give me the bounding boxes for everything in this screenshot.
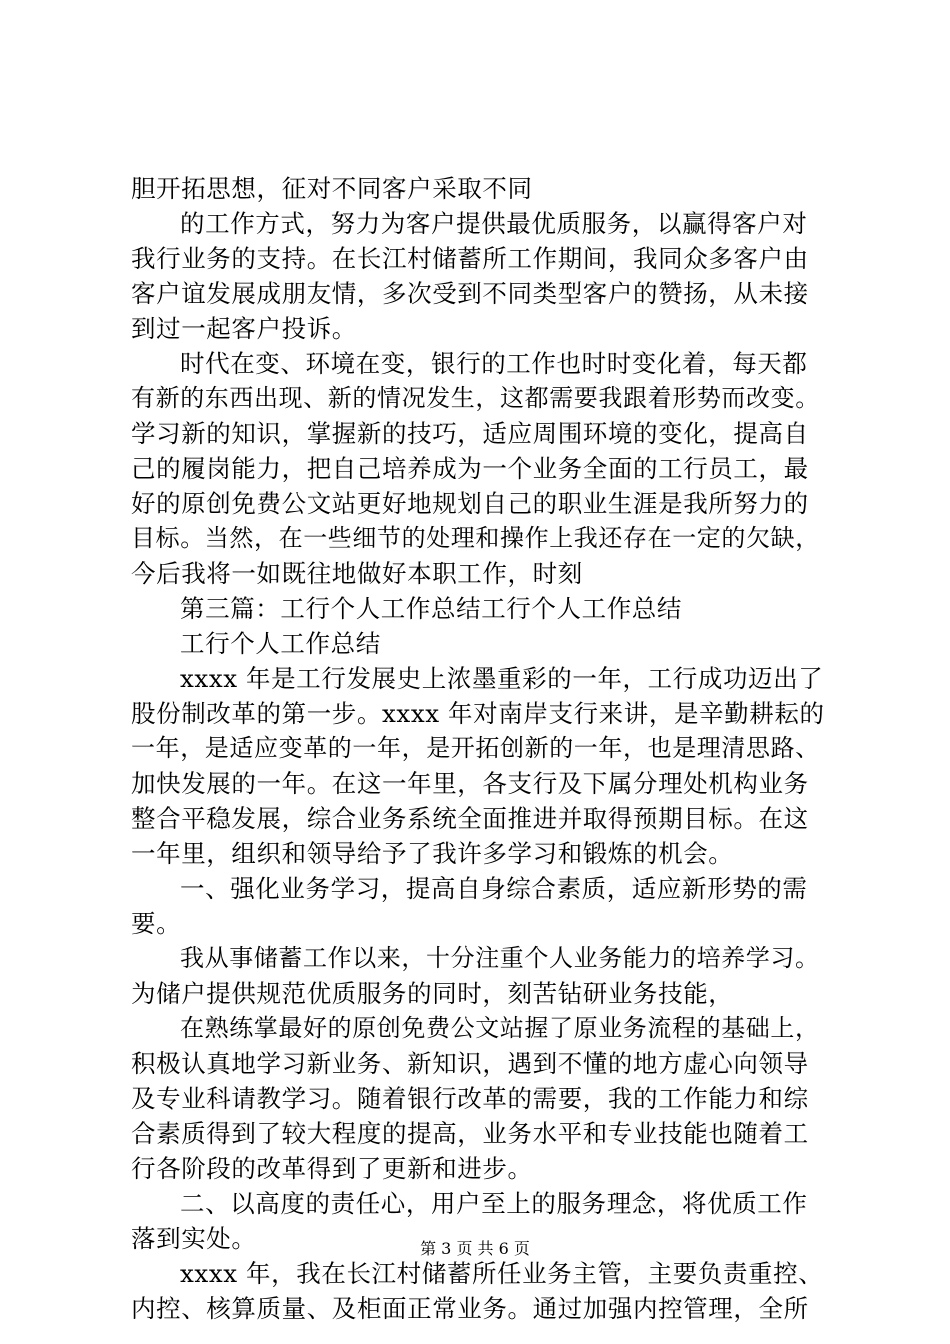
text-line: 要。 <box>131 909 182 938</box>
text-line: 今后我将一如既往地做好本职工作，时刻 <box>131 559 583 588</box>
section-subheading: 工行个人工作总结 <box>180 629 381 658</box>
text-line: 目标。当然，在一些细节的处理和操作上我还存在一定的欠缺， <box>131 524 820 552</box>
document-body <box>131 171 831 1326</box>
text-line: 加快发展的一年。在这一年里，各支行及下属分理处机构业务 <box>131 769 809 798</box>
text-line: 股份制改革的第一步。xxxx 年对南岸支行来讲，是辛勤耕耘的 <box>131 699 825 728</box>
text-line: 的工作方式，努力为客户提供最优质服务，以赢得客户对 <box>180 209 808 238</box>
text-line: 内控、核算质量、及柜面正常业务。通过加强内控管理，全所 <box>131 1294 809 1323</box>
text-line: 己的履岗能力，把自己培养成为一个业务全面的工行员工，最 <box>131 454 809 483</box>
text-line: 时代在变、环境在变，银行的工作也时时变化着，每天都 <box>180 349 808 378</box>
page-number-footer: 第 3 页 共 6 页 <box>420 1239 530 1258</box>
text-line: 一年，是适应变革的一年，是开拓创新的一年，也是理清思路、 <box>131 734 820 762</box>
text-line: 我从事储蓄工作以来，十分注重个人业务能力的培养学习。 <box>180 944 820 972</box>
numbered-heading: 二、以高度的责任心，用户至上的服务理念，将优质工作 <box>180 1189 808 1218</box>
text-line: 胆开拓思想，征对不同客户采取不同 <box>131 174 533 203</box>
text-line: 落到实处。 <box>131 1224 257 1253</box>
text-line: 为储户提供规范优质服务的同时，刻苦钻研业务技能， <box>131 979 734 1008</box>
text-line: 有新的东西出现、新的情况发生，这都需要我跟着形势而改变。 <box>131 384 820 412</box>
text-line: 及专业科请教学习。随着银行改革的需要，我的工作能力和综 <box>131 1084 809 1113</box>
text-line: 合素质得到了较大程度的提高，业务水平和专业技能也随着工 <box>131 1119 809 1148</box>
text-line: 一年里，组织和领导给予了我许多学习和锻炼的机会。 <box>131 839 734 868</box>
text-line: 好的原创免费公文站更好地规划自己的职业生涯是我所努力的 <box>131 489 809 518</box>
text-line: 在熟练掌最好的原创免费公文站握了原业务流程的基础上， <box>180 1014 820 1042</box>
text-line: xxxx 年是工行发展史上浓墨重彩的一年，工行成功迈出了 <box>180 664 824 693</box>
text-line: 到过一起客户投诉。 <box>131 314 357 343</box>
section-heading: 第三篇：工行个人工作总结工行个人工作总结 <box>180 594 682 623</box>
text-line: 行各阶段的改革得到了更新和进步。 <box>131 1154 533 1183</box>
text-line: 整合平稳发展，综合业务系统全面推进并取得预期目标。在这 <box>131 804 809 833</box>
text-line: 我行业务的支持。在长江村储蓄所工作期间，我同众多客户由 <box>131 244 809 273</box>
text-line: 客户谊发展成朋友情，多次受到不同类型客户的赞扬，从未接 <box>131 279 809 308</box>
text-line: 积极认真地学习新业务、新知识，遇到不懂的地方虚心向领导 <box>131 1049 809 1078</box>
numbered-heading: 一、强化业务学习，提高自身综合素质，适应新形势的需 <box>180 874 808 903</box>
text-line: 学习新的知识，掌握新的技巧，适应周围环境的变化，提高自 <box>131 419 809 448</box>
text-line: xxxx 年，我在长江村储蓄所任业务主管，主要负责重控、 <box>180 1259 824 1288</box>
